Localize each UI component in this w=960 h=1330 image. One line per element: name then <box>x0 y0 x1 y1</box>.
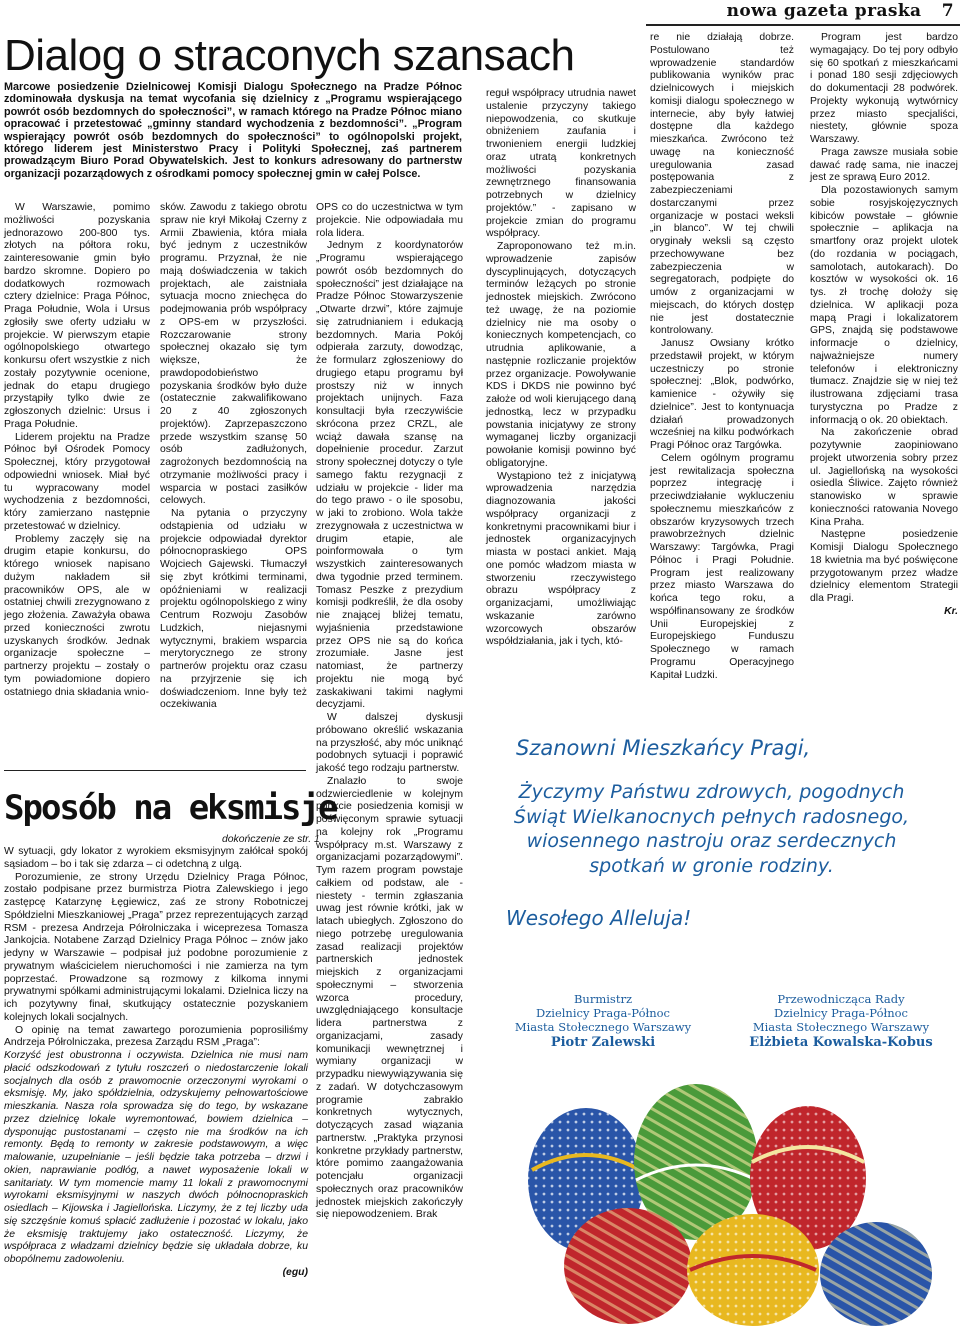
wish-line: wiosennego nastroju oraz serdecznych <box>526 830 897 852</box>
wish-line: spotkań w gronie rodziny. <box>589 854 834 877</box>
paragraph: W sytuacji, gdy lokator z wyrokiem eksmisyjnym załółcał spokój sąsiadom – bo i tak się zdarza – ci odetchną z ulgą. <box>4 846 308 870</box>
greeting-alleluja: Wesołego Alleluja! <box>506 906 692 930</box>
greeting-title: Szanowni Mieszkańcy Pragi, <box>516 736 811 760</box>
article-lead <box>4 81 462 180</box>
paragraph: Dla pozostawionych samym sobie rosyjskojęzycznych kibiców powstałe – głównie społecznie – aplikacja na smartfony oraz projekt ulotek (do rozdania w pociągach, samolotach, autokarach). Do kosztów w wysokości ok. 16 tys. zł trochę dołoży się dzielnica. W aplikacji poza mapą Pragi i lokalizatorem GPS, znajdą się podstawowe informacje o dzielnicy, najważniejsze numery telefonów i elektroniczny tłumacz. Znajdzie się w niej też ilustrowana zdjęciami trasa turystyczna po Pradze z informacją o ok. 20 obiektach. <box>810 185 958 426</box>
publication-name: nowa gazeta praska <box>726 1 922 21</box>
sig-line: Dzielnicy Praga-Północ <box>535 1006 670 1020</box>
paragraph: Celem ogólnym programu jest rewitalizacja społeczna poprzez integrację i przeciwdziałanie wykluczeniu społecznemu mieszkańców z obszarów kryzysowych trzech prawobrzeżnych dzielnic Warszawy: Targówka, Pragi Północ i Pragi Południe. Program jest realizowany przez miasto Warszawa do końca tego roku, a współfinansowany ze środków Unii Europejskiej z Europejskiego Funduszu Społecznego w ramach Programu Operacyjnego Kapitał Ludzki. <box>650 452 794 681</box>
paragraph: reguł współpracy utrudnia nawet ustalenie przyczyny takiego niepowodzenia, co skutkuje obniżeniem zaufania i trwonieniem energii ludzkiej oraz utratą konkretnych możliwości pozyskania zewnętrznego finansowania potrzebnych w dzielnicy projektów.” - zapisano w projekcie zmian do programu współpracy. <box>486 88 636 240</box>
masthead-rule <box>646 24 960 26</box>
section-divider <box>4 770 306 771</box>
paragraph: Na pytania o przyczyny odstąpienia od udziału w projekcie odpowiadał dyrektor północnopraskiego OPS Wojciech Gajewski. Tłumaczył się zbyt krótkimi terminami, opóźnieniami w realizacji projektu ogólnopolskiego z winy Centrum Rozwoju Zasobów Ludzkich, niejasnymi wytycznymi, brakiem wsparcia merytorycznego ze strony partnerów projektu oraz czasu na przyjrzenie się ich doświadczeniom. Inne były też oczekiwania <box>160 508 307 711</box>
paragraph: OPS co do uczestnictwa w tym projekcie. Nie odpowiadała mu rola lidera. <box>316 202 463 239</box>
paragraph: Jednym z koordynatorów „Programu wspierającego powrót osób bezdomnych do społeczności” jest działające na Pradze Północ Stowarzyszenie „Otwarte drzwi”, które zajmuje się zatrudnianiem i edukacją bezdomnych. Maria Pokój odpierała zarzuty, dowodząc, że formularz zgłoszeniowy do drugiego etapu programu był prostszy niż w innych projektach unijnych. Faza konsultacji była rzeczywiście skrócona przez CRZL, ale wciąż dawała szansę na dopełnienie procedur. Zarzut strony społecznej dotyczy o tyle samego faktu rezygnacji z udziału w projekcie - lider ma do tego prawo - o ile sposobu, w jaki to zrobiono. Wola także zrezygnowała z uczestnictwa w drugim etapie, ale poinformowała o tym wszystkich zainteresowanych dwa tygodnie przed terminem. Tomasz Peszke z prezydium komisji podkreślił, że dla osoby nie znającej bliżej tematu, wyjaśnienia przedstawione przez OPS nie są do końca zrozumiałe. Jasne jest natomiast, że partnerzy projektu nie mogą być zaskakiwani takimi nagłymi decyzjami. <box>316 240 463 711</box>
sig-line: Dzielnicy Praga-Północ <box>773 1006 908 1020</box>
page-number: 7 <box>941 1 954 21</box>
paragraph: re nie działają dobrze. Postulowano też wprowadzenie standardów publikowania wyników prac dzielnicowych i miejskich komisji dialogu społecznego w internecie, aby były łatwiej dostępne dla każdego mieszkańca. Zwrócono też uwagę na konieczność uregulowania zasad postępowania z zabezpieczeniami dostarczanymi przez organizacje w postaci weksli „in blanco”. W tej chwili oryginały weksli są często przechowywane bez zabezpieczenia w segregatorach, podpięte do umów z organizacjami w miejscach, do których dostęp nie jest dostatecznie kontrolowany. <box>650 32 794 337</box>
paragraph: Znalazło to swoje odzwierciedlenie w kolejnym punkcie posiedzenia komisji w poświęconym sprawie sytuacji na kolejny rok „Programu współpracy m.st. Warszawy z organizacjami pozarządowymi”. Tym razem program powstaje całkiem od podstaw, ale - niestety - termin zgłaszania uwag jest równie krótki, jak w latach ubiegłych. Zgłoszono do niego potrzebę uregulowania zasad realizacji projektów partnerskich jednostek miejskich z organizacjami społecznymi – stworzenia wzorca procedury, uwzględniającego konsultacje lidera partnerstwa z organizacjami, zasady komunikacji wewnętrznej i wymiany organizacji w przypadku niewywiązywania się z zadań. W dotychczasowym programie zabrakło konkretnych wytycznych, dotyczących zasad wiązania partnerstw. „Praktyka przynosi konkretne przykłady partnerstw, które pomimo zaangażowania potencjału organizacji społecznych oraz pracowników jednostek miejskich zakończyły się niepowodzeniem. Brak <box>316 775 463 1221</box>
paragraph: Program jest bardzo wymagający. Do tej pory odbyło się 60 spotkań z mieszkańcami i ponad 180 sesji zdjęciowych do dokumentacji 28 podwórek. Projekty wykonują wytwórnicy przez miasto specjaliści, niestety, głównie spoza Warszawy. <box>810 32 958 145</box>
sig-role: Burmistrz <box>573 992 633 1006</box>
paragraph: Praga zawsze musiała sobie dawać radę sama, nie inaczej jest ze sprawą Euro 2012. <box>810 146 958 184</box>
easter-eggs-illustration <box>468 1070 955 1330</box>
article-column-1 <box>4 202 150 699</box>
paragraph: W dalszej dyskusji próbowano określić wskazania na przyszłość, aby móc uniknąć podobnych sytuacji i poprawić jakość tego rodzaju partnerstw. <box>316 712 463 774</box>
sig-name: Piotr Zalewski <box>550 1035 656 1050</box>
article-title: Dialog o straconych szansach <box>4 31 575 80</box>
paragraph: O opinię na temat zawartego porozumienia poprosiliśmy Andrzeja Półrolniczaka, prezesa Zarządu RSM „Praga”: <box>4 1024 308 1049</box>
easter-greeting <box>468 720 955 1324</box>
article-column-3 <box>316 202 463 1222</box>
masthead <box>727 0 954 22</box>
author-signature: Kr. <box>944 605 958 617</box>
paragraph: Problemy zaczęły się na drugim etapie konkursu, do którego wniosek napisano dużym nakładem sił pracowników OPS, ale w ostatniej chwili zrezygnowano z jego złożenia. Zaważyła obawa przed konieczności zwrotu uzyskanych środków. Jednak organizacje społeczne – partnerzy projektu – zostały o tym powiadomione dopiero ostatniego dnia składania wnio- <box>4 533 150 698</box>
sig-role: Przewodnicząca Rady <box>777 992 905 1006</box>
article-column-2 <box>160 202 307 712</box>
paragraph: Następne posiedzenie Komisji Dialogu Społecznego 18 kwietnia ma być poświęcone przygotowanym przez władze dzielnicy elementom Strategii dla Pragi. <box>810 529 958 604</box>
article-column-4 <box>486 88 636 649</box>
egg <box>820 1222 932 1326</box>
author-signature: (egu) <box>282 1266 308 1278</box>
sig-name: Elżbieta Kowalska-Kobus <box>749 1035 933 1050</box>
sig-line: Miasta Stołecznego Warszawy <box>514 1020 692 1034</box>
greeting-wishes <box>468 780 955 878</box>
article-column-5 <box>650 32 794 682</box>
wish-line: Świąt Wielkanocnych pełnych radosnego, <box>513 805 910 828</box>
egg <box>687 1214 819 1326</box>
wish-line: Życzymy Państwu zdrowych, pogodnych <box>518 781 905 803</box>
paragraph: Porozumienie, ze strony Urzędu Dzielnicy Praga Północ, zostało podpisane przez burmistrza Piotra Zalewskiego i jego zastępcę Katarzynę Łęgiewicz, zaś ze strony Robotniczej Spółdzielni Mieszkaniowej „Praga” przez reprezentujących zarząd RSM - prezesa Andrzeja Półrolniczaka i wiceprezesa Tomasza Jankojcia. Notabene Zarząd Dzielnicy Praga Północ – znów jako jedyny w Warszawie – podpisał już podobne porozumienie z prywatnym właścicielem nieruchomości i nie zamierza na tym poprzestać. Prowadzone są rozmowy z kilkoma innymi prywatnymi spółkami administrującymi lokalami. Dzielnica liczy na ich pozytywny finał, skutkujący ostatecznie pozyskaniem kolejnych lokali socjalnych. <box>4 871 308 1023</box>
sig-line: Miasta Stołecznego Warszawy <box>752 1020 930 1034</box>
paragraph: Na zakończenie obrad pozytywnie zaopiniowano projekt utworzenia sobry przez ul. Jagiellońską na wysokości osiedla Śliwice. Zajęto również stanowisko w sprawie konieczności ratowania Novego Kina Praha. <box>810 427 958 528</box>
continuation-note: dokończenie ze str. 1 <box>222 834 320 845</box>
paragraph: W Warszawie, pomimo możliwości pozyskania jednorazowo 200-800 tys. złotych na półtora roku, zainteresowanie gmin było bardzo skromne. Dopiero po dodatkowych rozmowach cztery dzielnice: Praga Północ, Praga Południe, Wola i Ursus zgłosiły swe oferty udziału w projekcie. W pierwszym etapie ogólnopolskiego otwartego konkursu ofert wszystkie z nich zostały pozytywnie ocenione, jednak do etapu drugiego przystąpiły tylko dwie ze zgłoszonych dzielnic: Ursus i Praga Południe. <box>4 202 150 430</box>
paragraph: sków. Zawodu z takiego obrotu spraw nie krył Mikołaj Czerny z Armii Zbawienia, która miała być jednym z uczestników programu. Przyznał, że nie mają doświadczenia w takich projektach, ale zaistniała sytuacja mocno zniechęca do podejmowania prób współpracy z OPS-em w przyszłości. Rozczarowanie strony społecznej okazało się tym większe, że prawdopodobieństwo pozyskania środków było duże (ostatecznie zakwalifikowano 20 z 40 zgłoszonych projektów). Zaprzepaszczono przede wszystkim szansę 50 osób zadłużonych, zagrożonych bezdomnością na otrzymanie możliwości pracy i wsparcia w postaci zasiłków celowych. <box>160 202 307 507</box>
article2-title: Sposób na eksmisje <box>4 788 337 828</box>
paragraph: Zaproponowano też m.in. wprowadzenie zapisów dyscyplinujących, dotyczących terminów leżących po stronie jednostek miejskich. Zwrócono też uwagę, że na poziomie dzielnicy nie ma osoby o koniecznych kompetencjach, co utrudnia aplikowanie, a następnie rozliczanie projektów przez organizacje. Powoływanie KDS i DKDS nie powinno być założe od woli kierującego daną jednostką, lecz w przypadku powstania inicjatywy ze strony wymaganej liczby organizacji powołanie komisji powinno być obligatoryjne. <box>486 241 636 469</box>
article2-body <box>4 846 308 1280</box>
lead-paragraph: Marcowe posiedzenie Dzielnicowej Komisji Dialogu Społecznego na Pradze Północ zdominowała dyskusja na temat wycofania się dzielnicy z „Programu wspierającego powrót osób bezdomnych do społeczności”, w ramach którego na Pradze Północ miano opracować i przetestować „gminny standard wychodzenia z bezdomności”. „Program wspierający powrót osób bezdomnych do społeczności” to ogólnopolski projekt, którego liderem jest Ministerstwo Pracy i Polityki Społecznej, zaś partnerem prowadzącym Biuro Porad Obywatelskich. Jest to konkurs adresowany do partnerstw organizacji pozarządowych z ośrodkami pomocy społecznej gmin w całej Polsce. <box>4 81 462 180</box>
paragraph: Liderem projektu na Pradze Północ był Ośrodek Pomocy Społecznej, który przygotował odpowiedni wniosek. Miał być tu wypracowany model wychodzenia z bezdomności, który zamierzano następnie przetestować w dzielnicy. <box>4 431 150 532</box>
paragraph: Wystąpiono też z inicjatywą wprowadzenia narzędzia diagnozowania jakości współpracy organizacji z konkretnymi pracownikami biur i jednostek organizacyjnych miasta w postaci ankiet. Mają one pomóc władzom miasta w stworzeniu rzeczywistego obrazu współpracy z organizacjami, umożliwiając wskazanie zarówno wzorcowych obszarów współdziałania, jak i tych, któ- <box>486 470 636 648</box>
signature-council-chair <box>736 992 946 1050</box>
signature-mayor <box>508 992 698 1050</box>
egg <box>564 1208 692 1324</box>
paragraph: Janusz Owsiany krótko przedstawił projekt, w którym uczestniczy po stronie społecznej: „Blok, podwórko, kamienice - ożywiły się dzielnice”. Jest to kontynuacja działań prowadzonych wcześniej na kilku podwórkach Pragi Północ oraz Targówka. <box>650 338 794 451</box>
quote: Korzyść jest obustronna i oczywista. Dzielnica nie musi nam płacić odszkodowań z tytułu roszczeń o niedostarczenie lokali socjalnych dla osób z prawomocnie orzeczonymi wyrokami o eksmisję. My, jako spółdzielnia, odzyskujemy pełnowartościowe mieszkania. Nasza rola sprowadza się do tego, by wskazane przez dzielnicę lokale wyremontować, bowiem dzielnica – dysponując pustostanami – często nie ma środków na ich remonty. Będą to remonty w zakresie podstawowym, a więc malowanie, uzupełnianie – jeśli będzie taka potrzeba – drzwi i okien, naprawianie podłóg, a nawet wyposażenie lokali w sanitariaty. W tym momencie mamy 11 lokali z prawomocnymi wyrokami eksmisyjnymi w naszych dwóch północnopraskich osiedlach – Kijowska i Jagiellońska. Liczymy, że z tej liczby uda się szczęśnie komuś spłacić zadłużenie i pozostać w lokalu, jako że eksmisję traktujemy jako ostateczność. Liczymy, że współpraca z władzami dzielnicy będzie się układała dobrze, ku obopólnemu zadowoleniu. <box>4 1050 308 1265</box>
article-column-6 <box>810 32 958 619</box>
